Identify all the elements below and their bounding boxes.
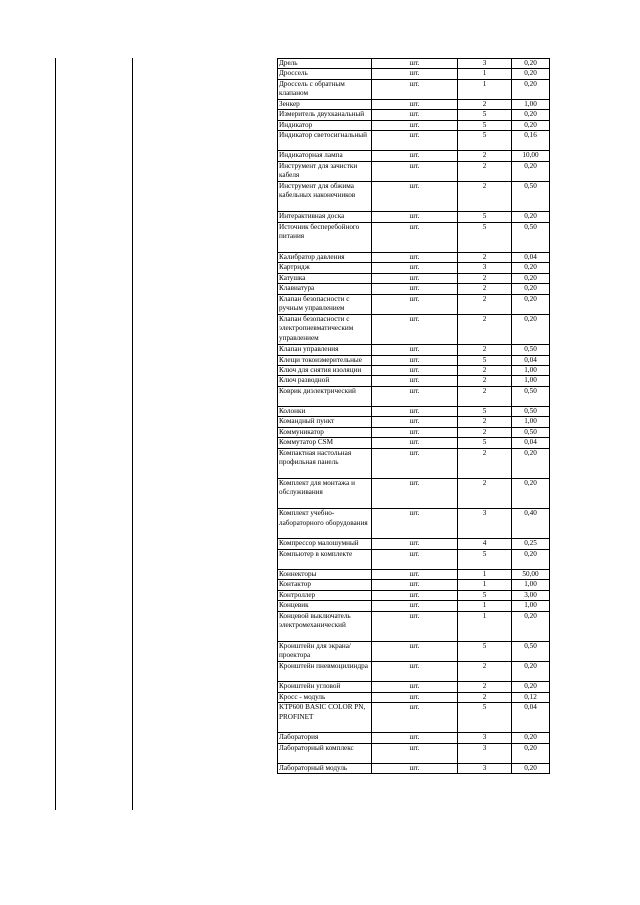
item-name-cell: Комплект учебно-лабораторного оборудования bbox=[278, 509, 372, 539]
table-row bbox=[278, 59, 550, 69]
quantity-cell: 2 bbox=[458, 417, 512, 427]
table-row bbox=[278, 212, 550, 222]
quantity-cell: 5 bbox=[458, 703, 512, 733]
quantity-cell: 1 bbox=[458, 69, 512, 79]
value-cell: 0,25 bbox=[512, 539, 550, 549]
item-name-cell: Коммутатор CSM bbox=[278, 438, 372, 448]
value-cell: 3,00 bbox=[512, 590, 550, 600]
unit-cell: шт. bbox=[372, 438, 458, 448]
table-row bbox=[278, 692, 550, 702]
item-name-cell: Дроссель bbox=[278, 69, 372, 79]
table-row bbox=[278, 131, 550, 151]
value-cell: 50,00 bbox=[512, 570, 550, 580]
item-name-cell: Клещи токоизмерительные bbox=[278, 355, 372, 365]
table-row bbox=[278, 376, 550, 386]
item-name-cell: Калибратор давления bbox=[278, 253, 372, 263]
unit-cell: шт. bbox=[372, 570, 458, 580]
item-name-cell: Коммуникатор bbox=[278, 427, 372, 437]
item-name-cell: Командный пункт bbox=[278, 417, 372, 427]
table-row bbox=[278, 703, 550, 733]
unit-cell: шт. bbox=[372, 601, 458, 611]
value-cell: 0,50 bbox=[512, 427, 550, 437]
unit-cell: шт. bbox=[372, 284, 458, 294]
table-row bbox=[278, 365, 550, 375]
table-row bbox=[278, 79, 550, 99]
table-row bbox=[278, 161, 550, 181]
item-name-cell: Катушка bbox=[278, 273, 372, 283]
unit-cell: шт. bbox=[372, 151, 458, 161]
equipment-table-body bbox=[278, 59, 550, 774]
item-name-cell: Компрессор малошумный bbox=[278, 539, 372, 549]
table-row bbox=[278, 448, 550, 478]
value-cell: 1,00 bbox=[512, 100, 550, 110]
unit-cell: шт. bbox=[372, 448, 458, 478]
value-cell: 0,20 bbox=[512, 120, 550, 130]
quantity-cell: 3 bbox=[458, 764, 512, 774]
quantity-cell: 5 bbox=[458, 641, 512, 661]
item-name-cell: Коннекторы bbox=[278, 570, 372, 580]
value-cell: 0,20 bbox=[512, 79, 550, 99]
value-cell: 10,00 bbox=[512, 151, 550, 161]
value-cell: 0,50 bbox=[512, 406, 550, 416]
unit-cell: шт. bbox=[372, 611, 458, 641]
quantity-cell: 1 bbox=[458, 611, 512, 641]
value-cell: 0,50 bbox=[512, 386, 550, 406]
table-row bbox=[278, 570, 550, 580]
item-name-cell: Контроллер bbox=[278, 590, 372, 600]
quantity-cell: 5 bbox=[458, 590, 512, 600]
unit-cell: шт. bbox=[372, 161, 458, 181]
unit-cell: шт. bbox=[372, 222, 458, 252]
item-name-cell: Концевик bbox=[278, 601, 372, 611]
unit-cell: шт. bbox=[372, 682, 458, 692]
quantity-cell: 2 bbox=[458, 692, 512, 702]
quantity-cell: 1 bbox=[458, 601, 512, 611]
value-cell: 0,50 bbox=[512, 641, 550, 661]
unit-cell: шт. bbox=[372, 703, 458, 733]
table-row bbox=[278, 253, 550, 263]
table-row bbox=[278, 222, 550, 252]
table-row bbox=[278, 355, 550, 365]
value-cell: 0,20 bbox=[512, 212, 550, 222]
value-cell: 1,00 bbox=[512, 601, 550, 611]
value-cell: 0,16 bbox=[512, 131, 550, 151]
value-cell: 0,12 bbox=[512, 692, 550, 702]
quantity-cell: 2 bbox=[458, 151, 512, 161]
item-name-cell: Компьютер в комплекте bbox=[278, 549, 372, 569]
table-row bbox=[278, 263, 550, 273]
quantity-cell: 4 bbox=[458, 539, 512, 549]
unit-cell: шт. bbox=[372, 365, 458, 375]
unit-cell: шт. bbox=[372, 641, 458, 661]
item-name-cell: Ключ для снятия изоляции bbox=[278, 365, 372, 375]
table-row bbox=[278, 273, 550, 283]
table-row bbox=[278, 120, 550, 130]
quantity-cell: 2 bbox=[458, 386, 512, 406]
quantity-cell: 3 bbox=[458, 733, 512, 743]
unit-cell: шт. bbox=[372, 417, 458, 427]
table-row bbox=[278, 294, 550, 314]
item-name-cell: Концевой выключатель электромеханический bbox=[278, 611, 372, 641]
table-row bbox=[278, 743, 550, 763]
quantity-cell: 3 bbox=[458, 263, 512, 273]
unit-cell: шт. bbox=[372, 59, 458, 69]
unit-cell: шт. bbox=[372, 406, 458, 416]
item-name-cell: Источник бесперебойного питания bbox=[278, 222, 372, 252]
quantity-cell: 3 bbox=[458, 743, 512, 763]
quantity-cell: 2 bbox=[458, 100, 512, 110]
unit-cell: шт. bbox=[372, 253, 458, 263]
quantity-cell: 5 bbox=[458, 212, 512, 222]
unit-cell: шт. bbox=[372, 427, 458, 437]
quantity-cell: 5 bbox=[458, 222, 512, 252]
item-name-cell: Инструмент для зачистки кабеля bbox=[278, 161, 372, 181]
value-cell: 0,20 bbox=[512, 662, 550, 682]
quantity-cell: 2 bbox=[458, 253, 512, 263]
unit-cell: шт. bbox=[372, 743, 458, 763]
table-row bbox=[278, 611, 550, 641]
table-row bbox=[278, 386, 550, 406]
table-row bbox=[278, 314, 550, 344]
quantity-cell: 2 bbox=[458, 284, 512, 294]
table-row bbox=[278, 662, 550, 682]
value-cell: 1,00 bbox=[512, 580, 550, 590]
table-row bbox=[278, 590, 550, 600]
unit-cell: шт. bbox=[372, 509, 458, 539]
item-name-cell: Лаборатория bbox=[278, 733, 372, 743]
quantity-cell: 1 bbox=[458, 570, 512, 580]
table-row bbox=[278, 100, 550, 110]
quantity-cell: 2 bbox=[458, 427, 512, 437]
unit-cell: шт. bbox=[372, 549, 458, 569]
unit-cell: шт. bbox=[372, 478, 458, 508]
quantity-cell: 2 bbox=[458, 182, 512, 212]
value-cell: 0,20 bbox=[512, 611, 550, 641]
item-name-cell: Кросс - модуль bbox=[278, 692, 372, 702]
unit-cell: шт. bbox=[372, 314, 458, 344]
value-cell: 0,20 bbox=[512, 69, 550, 79]
quantity-cell: 5 bbox=[458, 131, 512, 151]
item-name-cell: Кронштейн пневмоцилиндра bbox=[278, 662, 372, 682]
item-name-cell: Дрель bbox=[278, 59, 372, 69]
table-row bbox=[278, 580, 550, 590]
item-name-cell: Инструмент для обжима кабельных наконечников bbox=[278, 182, 372, 212]
unit-cell: шт. bbox=[372, 100, 458, 110]
item-name-cell: Компактная настольная профильная панель bbox=[278, 448, 372, 478]
value-cell: 0,20 bbox=[512, 110, 550, 120]
value-cell: 0,50 bbox=[512, 182, 550, 212]
item-name-cell: Индикаторная лампа bbox=[278, 151, 372, 161]
value-cell: 0,04 bbox=[512, 703, 550, 733]
table-row bbox=[278, 601, 550, 611]
quantity-cell: 2 bbox=[458, 662, 512, 682]
value-cell: 0,20 bbox=[512, 314, 550, 344]
table-row bbox=[278, 539, 550, 549]
quantity-cell: 3 bbox=[458, 509, 512, 539]
value-cell: 0,20 bbox=[512, 161, 550, 181]
value-cell: 0,20 bbox=[512, 549, 550, 569]
unit-cell: шт. bbox=[372, 182, 458, 212]
value-cell: 0,20 bbox=[512, 59, 550, 69]
value-cell: 0,20 bbox=[512, 448, 550, 478]
unit-cell: шт. bbox=[372, 376, 458, 386]
item-name-cell: Лабораторный модуль bbox=[278, 764, 372, 774]
table-row bbox=[278, 406, 550, 416]
table-row bbox=[278, 427, 550, 437]
unit-cell: шт. bbox=[372, 294, 458, 314]
item-name-cell: Картридж bbox=[278, 263, 372, 273]
unit-cell: шт. bbox=[372, 212, 458, 222]
unit-cell: шт. bbox=[372, 120, 458, 130]
value-cell: 0,20 bbox=[512, 263, 550, 273]
column-border-left bbox=[55, 58, 56, 810]
column-border-middle bbox=[132, 58, 133, 810]
unit-cell: шт. bbox=[372, 131, 458, 151]
item-name-cell: Коврик диэлектрический bbox=[278, 386, 372, 406]
value-cell: 1,00 bbox=[512, 417, 550, 427]
table-row bbox=[278, 284, 550, 294]
unit-cell: шт. bbox=[372, 386, 458, 406]
quantity-cell: 2 bbox=[458, 294, 512, 314]
item-name-cell: Клавиатура bbox=[278, 284, 372, 294]
unit-cell: шт. bbox=[372, 79, 458, 99]
quantity-cell: 3 bbox=[458, 59, 512, 69]
value-cell: 0,04 bbox=[512, 438, 550, 448]
value-cell: 0,50 bbox=[512, 222, 550, 252]
value-cell: 0,20 bbox=[512, 682, 550, 692]
quantity-cell: 2 bbox=[458, 365, 512, 375]
value-cell: 0,20 bbox=[512, 294, 550, 314]
table-row bbox=[278, 417, 550, 427]
value-cell: 0,20 bbox=[512, 478, 550, 508]
item-name-cell: Измеритель двухканальный bbox=[278, 110, 372, 120]
quantity-cell: 2 bbox=[458, 448, 512, 478]
item-name-cell: Контактор bbox=[278, 580, 372, 590]
item-name-cell: Зенкер bbox=[278, 100, 372, 110]
table-row bbox=[278, 438, 550, 448]
table-row bbox=[278, 345, 550, 355]
value-cell: 0,20 bbox=[512, 273, 550, 283]
item-name-cell: Кронштейн для экрана/ проектора bbox=[278, 641, 372, 661]
table-row bbox=[278, 549, 550, 569]
quantity-cell: 5 bbox=[458, 355, 512, 365]
quantity-cell: 5 bbox=[458, 438, 512, 448]
item-name-cell: Индикатор светосигнальный bbox=[278, 131, 372, 151]
unit-cell: шт. bbox=[372, 263, 458, 273]
value-cell: 0,40 bbox=[512, 509, 550, 539]
table-row bbox=[278, 69, 550, 79]
unit-cell: шт. bbox=[372, 345, 458, 355]
item-name-cell: Клапан управления bbox=[278, 345, 372, 355]
item-name-cell: Интерактивная доска bbox=[278, 212, 372, 222]
quantity-cell: 2 bbox=[458, 273, 512, 283]
quantity-cell: 2 bbox=[458, 345, 512, 355]
equipment-table bbox=[277, 58, 550, 774]
table-row bbox=[278, 478, 550, 508]
item-name-cell: Дроссель с обратным клапаном bbox=[278, 79, 372, 99]
table-row bbox=[278, 182, 550, 212]
unit-cell: шт. bbox=[372, 662, 458, 682]
unit-cell: шт. bbox=[372, 692, 458, 702]
quantity-cell: 5 bbox=[458, 406, 512, 416]
table-row bbox=[278, 682, 550, 692]
unit-cell: шт. bbox=[372, 110, 458, 120]
quantity-cell: 5 bbox=[458, 549, 512, 569]
unit-cell: шт. bbox=[372, 69, 458, 79]
quantity-cell: 2 bbox=[458, 478, 512, 508]
value-cell: 0,04 bbox=[512, 253, 550, 263]
item-name-cell: Лабораторный комплекс bbox=[278, 743, 372, 763]
item-name-cell: Клапан безопасности с ручным управлением bbox=[278, 294, 372, 314]
item-name-cell: Колонки bbox=[278, 406, 372, 416]
unit-cell: шт. bbox=[372, 539, 458, 549]
value-cell: 0,04 bbox=[512, 355, 550, 365]
item-name-cell: Кронштейн угловой bbox=[278, 682, 372, 692]
unit-cell: шт. bbox=[372, 355, 458, 365]
table-row bbox=[278, 509, 550, 539]
quantity-cell: 2 bbox=[458, 376, 512, 386]
item-name-cell: Ключ разводной bbox=[278, 376, 372, 386]
value-cell: 0,20 bbox=[512, 733, 550, 743]
quantity-cell: 2 bbox=[458, 682, 512, 692]
quantity-cell: 2 bbox=[458, 314, 512, 344]
item-name-cell: KTP600 BASIC COLOR PN, PROFINET bbox=[278, 703, 372, 733]
quantity-cell: 5 bbox=[458, 110, 512, 120]
item-name-cell: Клапан безопасности с электропневматическим управлением bbox=[278, 314, 372, 344]
unit-cell: шт. bbox=[372, 733, 458, 743]
value-cell: 0,20 bbox=[512, 743, 550, 763]
value-cell: 0,20 bbox=[512, 284, 550, 294]
unit-cell: шт. bbox=[372, 273, 458, 283]
value-cell: 1,00 bbox=[512, 365, 550, 375]
item-name-cell: Индикатор bbox=[278, 120, 372, 130]
item-name-cell: Комплект для монтажа и обслуживания bbox=[278, 478, 372, 508]
table-row bbox=[278, 641, 550, 661]
unit-cell: шт. bbox=[372, 580, 458, 590]
quantity-cell: 2 bbox=[458, 161, 512, 181]
unit-cell: шт. bbox=[372, 764, 458, 774]
value-cell: 1,00 bbox=[512, 376, 550, 386]
value-cell: 0,20 bbox=[512, 764, 550, 774]
quantity-cell: 5 bbox=[458, 120, 512, 130]
value-cell: 0,50 bbox=[512, 345, 550, 355]
table-row bbox=[278, 764, 550, 774]
unit-cell: шт. bbox=[372, 590, 458, 600]
quantity-cell: 1 bbox=[458, 580, 512, 590]
quantity-cell: 1 bbox=[458, 79, 512, 99]
table-row bbox=[278, 110, 550, 120]
table-row bbox=[278, 151, 550, 161]
table-row bbox=[278, 733, 550, 743]
